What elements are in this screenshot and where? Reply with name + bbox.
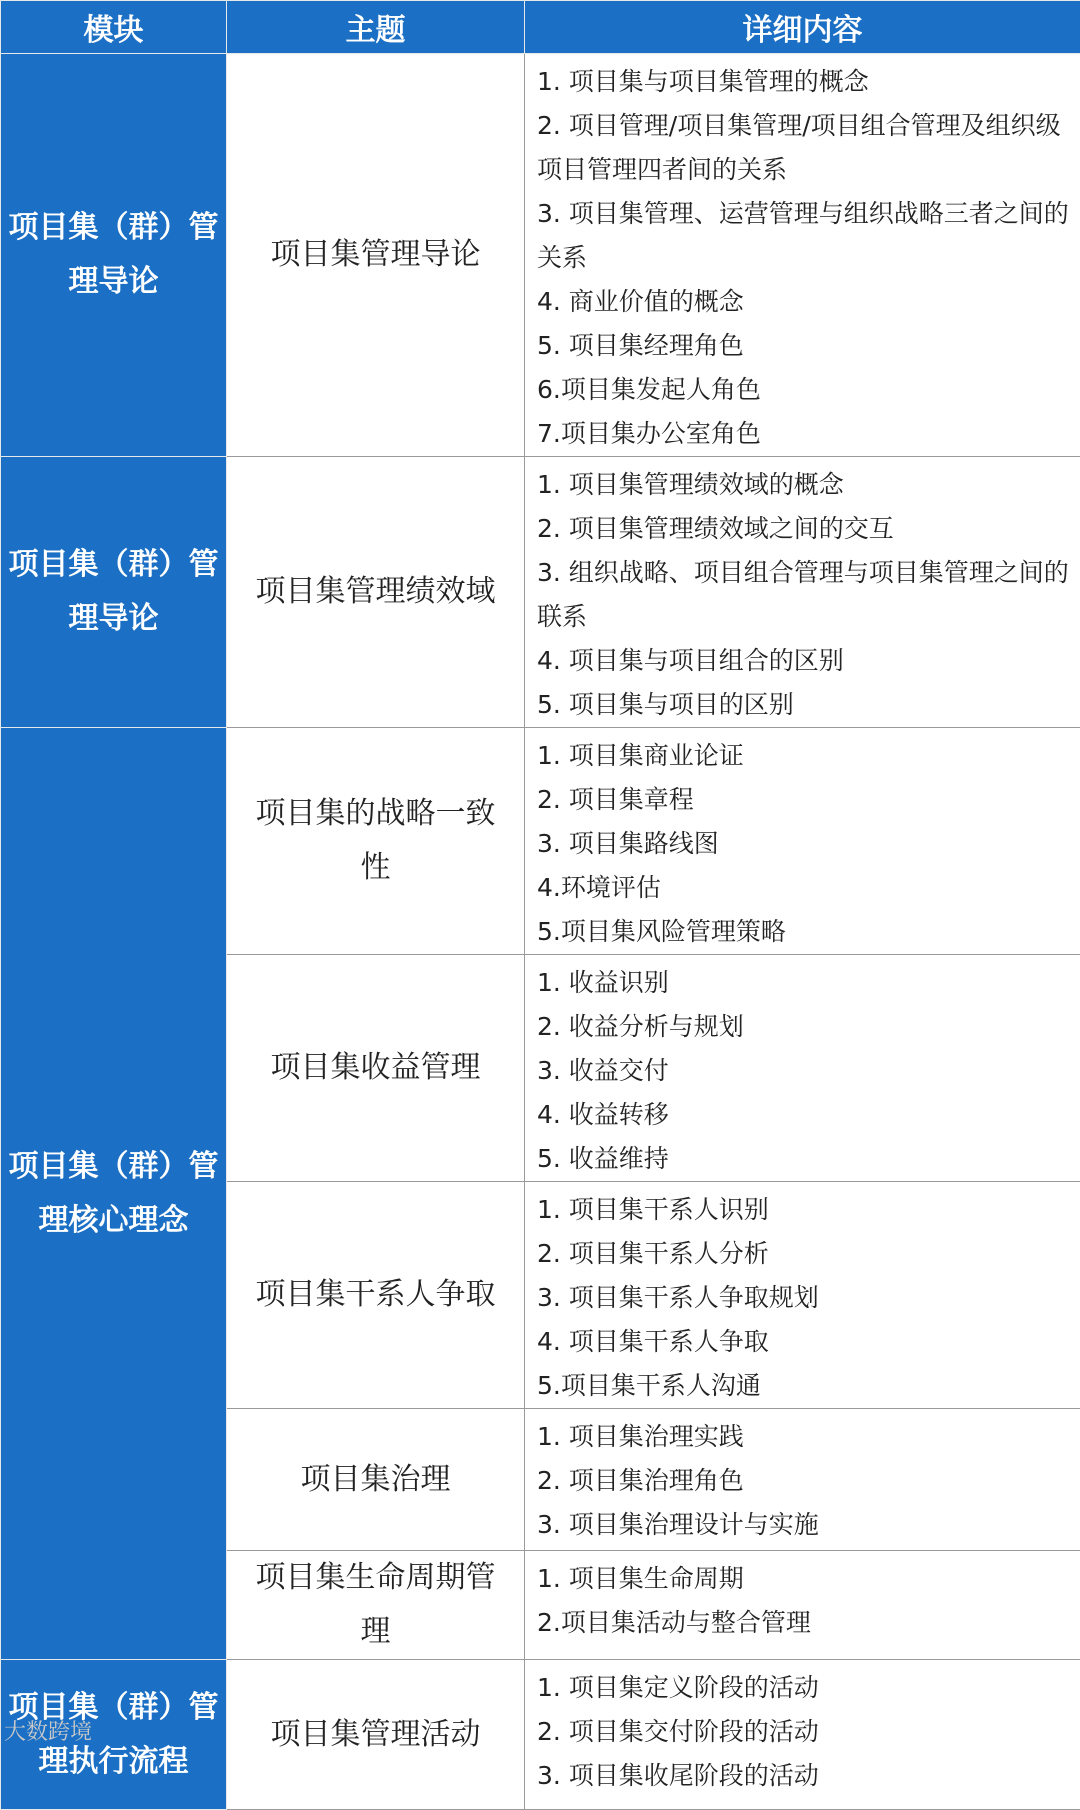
detail-item: 2. 项目集管理绩效域之间的交互	[537, 507, 1070, 551]
detail-item: 5.项目集风险管理策略	[537, 910, 1070, 954]
detail-cell	[525, 1182, 1080, 1409]
detail-cell	[525, 1409, 1080, 1551]
module-cell: 项目集（群）管理导论	[1, 457, 227, 728]
detail-cell	[525, 1660, 1080, 1810]
detail-item: 1. 项目集干系人识别	[537, 1188, 1070, 1232]
topic-cell: 项目集治理	[227, 1409, 525, 1551]
topic-cell: 项目集管理活动	[227, 1660, 525, 1810]
header-module: 模块	[1, 1, 227, 54]
detail-item: 2.项目集活动与整合管理	[537, 1601, 1070, 1645]
table-row	[1, 54, 1080, 457]
detail-item: 5. 项目集经理角色	[537, 324, 1070, 368]
table-row	[1, 728, 1080, 955]
header-detail: 详细内容	[525, 1, 1080, 54]
topic-cell: 项目集管理绩效域	[227, 457, 525, 728]
topic-cell: 项目集干系人争取	[227, 1182, 525, 1409]
header-topic: 主题	[227, 1, 525, 54]
detail-item: 4. 商业价值的概念	[537, 280, 1070, 324]
detail-item: 2. 项目集章程	[537, 778, 1070, 822]
table-row	[1, 457, 1080, 728]
detail-item: 6.项目集发起人角色	[537, 368, 1070, 412]
detail-item: 1. 项目集与项目集管理的概念	[537, 60, 1070, 104]
detail-cell	[525, 955, 1080, 1182]
detail-item: 5. 项目集与项目的区别	[537, 683, 1070, 727]
detail-item: 4. 项目集干系人争取	[537, 1320, 1070, 1364]
table-row	[1, 1660, 1080, 1810]
detail-cell	[525, 54, 1080, 457]
module-cell: 项目集（群）管理核心理念	[1, 728, 227, 1660]
detail-item: 2. 项目集治理角色	[537, 1459, 1070, 1503]
detail-cell	[525, 1551, 1080, 1660]
detail-item: 3. 收益交付	[537, 1049, 1070, 1093]
detail-item: 1. 项目集管理绩效域的概念	[537, 463, 1070, 507]
watermark-logo: 大数跨境	[4, 1715, 92, 1746]
detail-item: 4.环境评估	[537, 866, 1070, 910]
detail-item: 4. 项目集与项目组合的区别	[537, 639, 1070, 683]
topic-cell: 项目集收益管理	[227, 955, 525, 1182]
topic-cell: 项目集管理导论	[227, 54, 525, 457]
topic-cell: 项目集的战略一致性	[227, 728, 525, 955]
detail-item: 1. 收益识别	[537, 961, 1070, 1005]
detail-item: 1. 项目集定义阶段的活动	[537, 1666, 1070, 1710]
detail-item: 3. 组织战略、项目组合管理与项目集管理之间的联系	[537, 551, 1070, 639]
detail-item: 2. 项目管理/项目集管理/项目组合管理及组织级项目管理四者间的关系	[537, 104, 1070, 192]
detail-item: 5. 收益维持	[537, 1137, 1070, 1181]
detail-cell	[525, 728, 1080, 955]
detail-item: 3. 项目集路线图	[537, 822, 1070, 866]
detail-item: 2. 收益分析与规划	[537, 1005, 1070, 1049]
detail-item: 1. 项目集商业论证	[537, 734, 1070, 778]
detail-item: 3. 项目集收尾阶段的活动	[537, 1754, 1070, 1798]
module-cell: 项目集（群）管理执行流程	[1, 1660, 227, 1810]
detail-item: 3. 项目集干系人争取规划	[537, 1276, 1070, 1320]
detail-item: 2. 项目集交付阶段的活动	[537, 1710, 1070, 1754]
header-row	[1, 1, 1080, 54]
detail-item: 2. 项目集干系人分析	[537, 1232, 1070, 1276]
detail-item: 3. 项目集管理、运营管理与组织战略三者之间的关系	[537, 192, 1070, 280]
detail-item: 3. 项目集治理设计与实施	[537, 1503, 1070, 1547]
detail-item: 1. 项目集治理实践	[537, 1415, 1070, 1459]
module-cell: 项目集（群）管理导论	[1, 54, 227, 457]
detail-item: 7.项目集办公室角色	[537, 412, 1070, 456]
detail-item: 4. 收益转移	[537, 1093, 1070, 1137]
detail-item: 5.项目集干系人沟通	[537, 1364, 1070, 1408]
topic-cell: 项目集生命周期管理	[227, 1551, 525, 1660]
detail-item: 1. 项目集生命周期	[537, 1557, 1070, 1601]
detail-cell	[525, 457, 1080, 728]
